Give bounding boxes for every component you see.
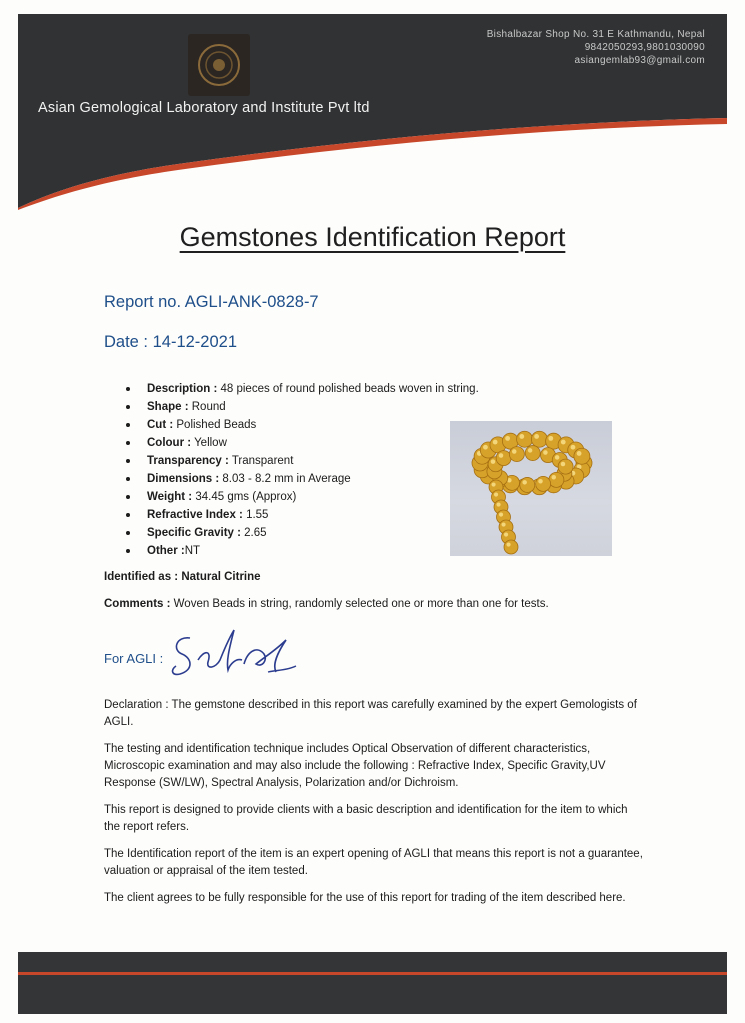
bead-highlight <box>499 512 503 516</box>
bead-highlight <box>483 445 488 450</box>
comments-key: Comments : <box>104 598 171 610</box>
expert-opinion-paragraph: The Identification report of the item is an expert opening of AGLI that means this report is not a guarantee, valuation or appraisal of the item tested. <box>104 848 643 877</box>
bead-highlight <box>561 440 566 445</box>
bead-highlight <box>548 436 553 441</box>
detail-key: Cut : <box>147 419 174 431</box>
bead-string-illustration <box>450 421 612 556</box>
bead-highlight <box>501 522 505 526</box>
bead-highlight <box>543 450 548 455</box>
detail-description <box>147 380 479 398</box>
detail-value: 48 pieces of round polished beads woven in string. <box>217 383 479 395</box>
bead-highlight <box>577 451 582 456</box>
detail-refractive-index <box>147 506 479 524</box>
comments-value: Woven Beads in string, randomly selected one or more than one for tests. <box>170 598 549 610</box>
detail-value: Polished Beads <box>173 419 257 431</box>
bead <box>549 472 564 487</box>
bead-highlight <box>561 462 566 467</box>
detail-specific-gravity <box>147 524 479 542</box>
report-title-text: Gemstones Identification Report <box>179 222 566 252</box>
bead-highlight <box>505 436 510 441</box>
signature <box>168 620 308 686</box>
detail-transparency <box>147 452 479 470</box>
bead-highlight <box>506 542 510 546</box>
detail-value: Yellow <box>191 437 227 449</box>
bead <box>517 431 533 447</box>
comments <box>104 598 549 610</box>
bead-highlight <box>534 434 539 439</box>
contact-address: Bishalbazar Shop No. 31 E Kathmandu, Nepal <box>486 29 705 40</box>
bead <box>496 451 511 466</box>
bead <box>574 448 590 464</box>
bead <box>558 459 573 474</box>
detail-key: Shape : <box>147 401 189 413</box>
report-purpose-paragraph: This report is designed to provide clients with a basic description and identification for the item to which the report refers. <box>104 804 628 833</box>
citrine-bead-string-photo <box>450 421 612 556</box>
detail-key: Description : <box>147 383 218 395</box>
bead <box>525 446 540 461</box>
bead-highlight <box>496 502 500 506</box>
gem-details-list <box>104 380 479 560</box>
detail-key: Specific Gravity : <box>147 527 241 539</box>
letterhead <box>18 14 727 210</box>
bead-highlight <box>522 480 527 485</box>
detail-cut <box>147 416 479 434</box>
contact-email: asiangemlab93@gmail.com <box>574 55 705 66</box>
detail-other <box>147 542 479 560</box>
detail-dimensions <box>147 470 479 488</box>
detail-colour <box>147 434 479 452</box>
bead <box>520 477 535 492</box>
bead-highlight <box>512 449 517 454</box>
detail-key: Colour : <box>147 437 192 449</box>
identified-as: Identified as : Natural Citrine <box>104 571 261 583</box>
bead-highlight <box>491 459 496 464</box>
client-responsibility-paragraph: The client agrees to be fully responsible for the use of this report for trading of the item described here. <box>104 892 626 904</box>
for-agli-label: For AGLI : <box>104 651 164 666</box>
bead <box>531 431 547 447</box>
detail-key: Weight : <box>147 491 193 503</box>
bead-highlight <box>504 532 508 536</box>
declaration-paragraph: Declaration : The gemstone described in this report was carefully examined by the expert Gemologists of AGLI. <box>104 699 637 728</box>
bead-highlight <box>528 448 533 453</box>
report-title <box>0 222 745 253</box>
bead-highlight <box>519 434 524 439</box>
detail-value: 2.65 <box>240 527 267 539</box>
detail-weight <box>147 488 479 506</box>
detail-value: Transparent <box>228 455 294 467</box>
footer-band <box>18 952 727 1014</box>
report-number: Report no. AGLI-ANK-0828-7 <box>104 293 319 311</box>
bead <box>509 447 524 462</box>
bead-highlight <box>491 482 495 486</box>
detail-value: NT <box>184 545 201 557</box>
bead-highlight <box>555 455 560 460</box>
detail-key: Transparency : <box>147 455 229 467</box>
bead <box>504 540 518 554</box>
bead-highlight <box>493 440 498 445</box>
bead-highlight <box>551 475 556 480</box>
bead <box>536 476 551 491</box>
bead-highlight <box>494 492 498 496</box>
detail-key: Dimensions : <box>147 473 220 485</box>
detail-value: 1.55 <box>242 509 269 521</box>
detail-key: Refractive Index : <box>147 509 243 521</box>
contact-phone: 9842050293,9801030090 <box>584 42 705 53</box>
detail-value: 8.03 - 8.2 mm in Average <box>219 473 351 485</box>
detail-value: Round <box>188 401 226 413</box>
bead-highlight <box>499 453 504 458</box>
bead-highlight <box>538 479 543 484</box>
detail-value: 34.45 gms (Approx) <box>192 491 297 503</box>
report-date: Date : 14-12-2021 <box>104 333 238 351</box>
contact-info <box>487 28 705 67</box>
gem-laboratory-emblem-icon <box>188 34 250 96</box>
lab-name: Asian Gemological Laboratory and Institute Pvt ltd <box>38 100 370 116</box>
detail-key: Other : <box>147 545 185 557</box>
detail-shape <box>147 398 479 416</box>
testing-technique-paragraph: The testing and identification technique includes Optical Observation of different characteristics, Microscopic examination and may also include the following : Refractive Index, Specific Gravity,UV Response (SW/LW), Spectral Analysis, Polarization and/or Dichroism. <box>104 743 606 789</box>
bead-highlight <box>571 445 576 450</box>
